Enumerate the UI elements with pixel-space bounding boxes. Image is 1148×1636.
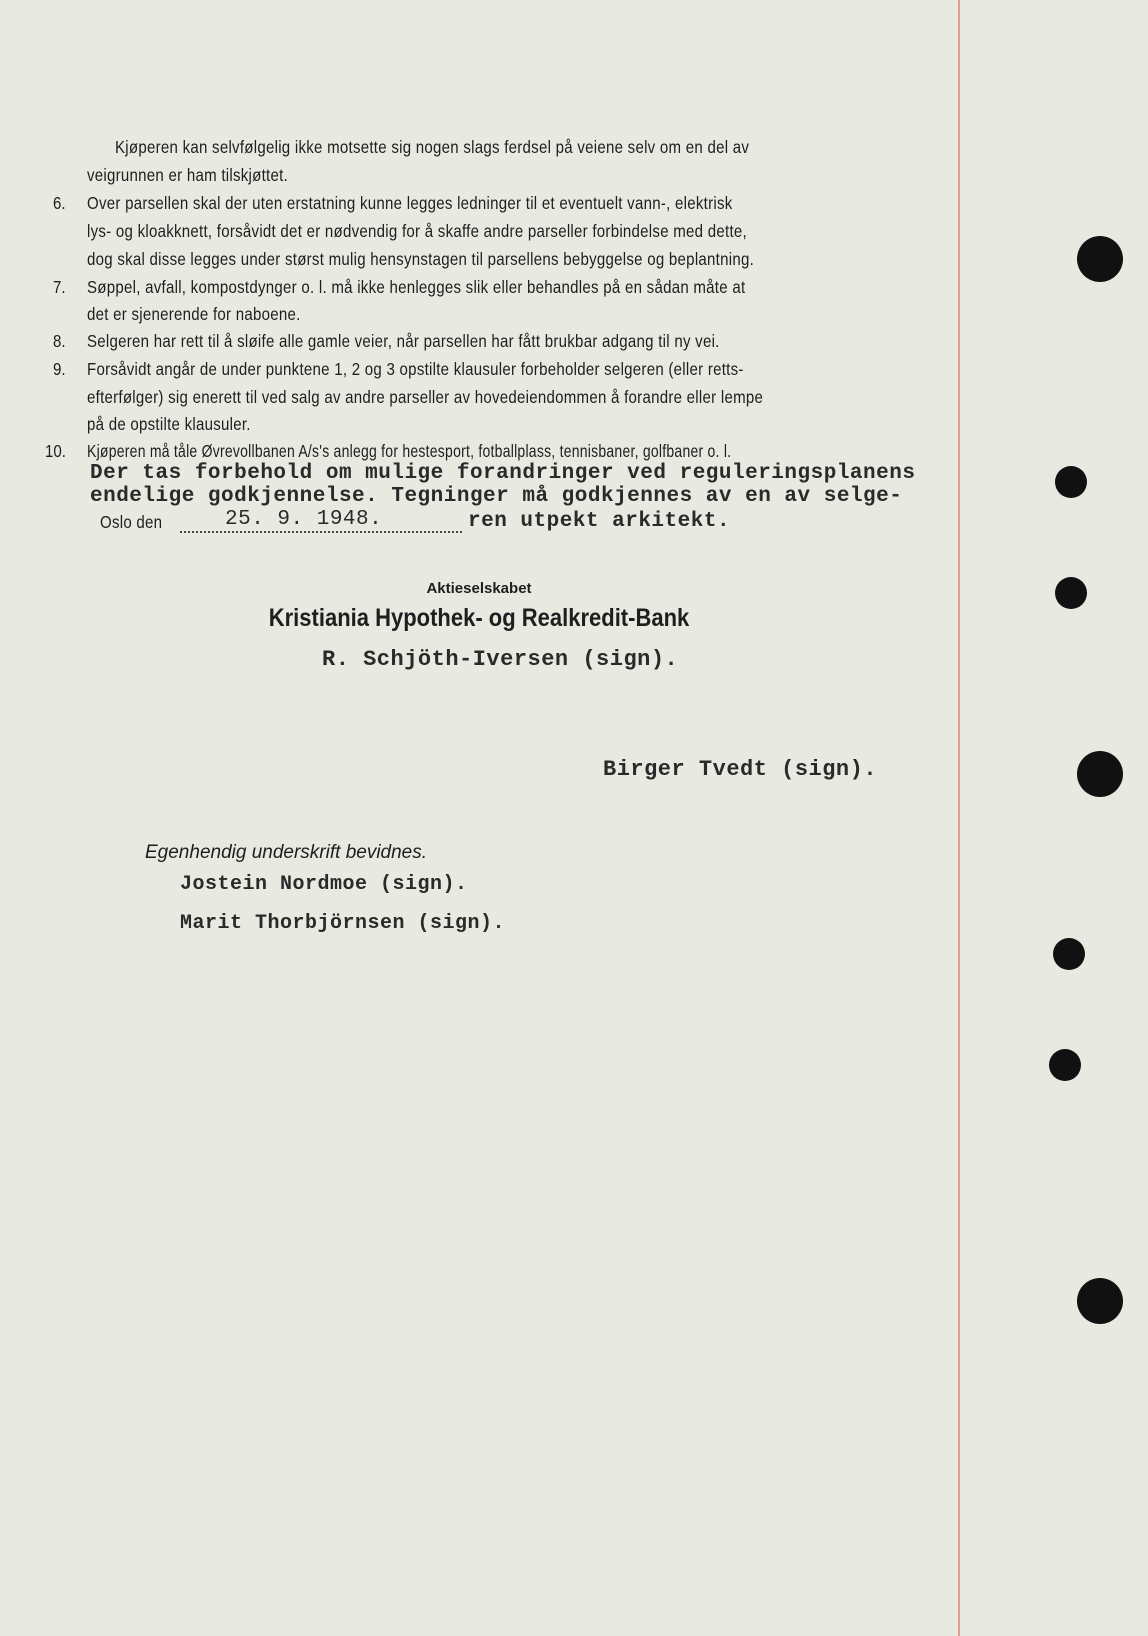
punch-hole (1077, 1278, 1123, 1324)
clause-number: 7. (53, 277, 66, 297)
clause-number: 9. (53, 359, 66, 379)
margin-line (958, 0, 960, 1636)
place-label: Oslo den (100, 512, 163, 532)
typed-reservation-line: endelige godkjennelse. Tegninger må godkjennes av en av selge- (90, 485, 903, 508)
clause-6-line: Over parsellen skal der uten erstatning kunne legges ledninger til et eventuelt vann-, elektrisk (87, 193, 733, 213)
witness-signature: Jostein Nordmoe (sign). (180, 873, 468, 896)
typed-date: 25. 9. 1948. (225, 508, 383, 531)
clause-number: 10. (45, 441, 66, 461)
clause-9-line: på de opstilte klausuler. (87, 414, 251, 434)
punch-hole (1049, 1049, 1081, 1081)
clause-7-line: Søppel, avfall, kompostdynger o. l. må ikke henlegges slik eller behandles på en sådan måte at (87, 277, 746, 297)
clause-7-line: det er sjenerende for naboene. (87, 304, 301, 324)
clause-10-line: Kjøperen må tåle Øvrevollbanen A/s's anlegg for hestesport, fotballplass, tennisbaner, golfbaner o. l. (87, 441, 732, 461)
clause-intro-line: Kjøperen kan selvfølgelig ikke motsette sig nogen slags ferdsel på veiene selv om en del av (115, 137, 750, 157)
punch-hole (1055, 577, 1087, 609)
clause-number: 8. (53, 331, 66, 351)
bank-signature: R. Schjöth-Iversen (sign). (322, 647, 679, 672)
company-prefix: Aktieselskabet (426, 580, 532, 597)
date-dotted-line (180, 531, 462, 533)
clause-6-line: lys- og kloakknett, forsåvidt det er nødvendig for å skaffe andre parseller forbindelse med dette, (87, 221, 747, 241)
clause-9-line: efterfølger) sig enerett til ved salg av andre parseller av hovedeiendommen å forandre eller lempe (87, 387, 764, 407)
punch-hole (1055, 466, 1087, 498)
clause-8-line: Selgeren har rett til å sløife alle gamle veier, når parsellen har fått brukbar adgang til ny vei. (87, 331, 720, 351)
punch-hole (1077, 751, 1123, 797)
witness-label: Egenhendig underskrift bevidnes. (145, 842, 428, 863)
clause-number: 6. (53, 193, 66, 213)
typed-reservation-line: Der tas forbehold om mulige forandringer ved reguleringsplanens (90, 462, 916, 485)
clause-6-line: dog skal disse legges under størst mulig hensynstagen til parsellens bebyggelse og beplantning. (87, 249, 755, 269)
seller-signature: Birger Tvedt (sign). (603, 757, 878, 782)
punch-hole (1077, 236, 1123, 282)
company-name: Kristiania Hypothek- og Realkredit-Bank (268, 604, 690, 632)
clause-9-line: Forsåvidt angår de under punktene 1, 2 og 3 opstilte klausuler forbeholder selgeren (eller retts- (87, 359, 744, 379)
typed-reservation-line: ren utpekt arkitekt. (468, 510, 731, 533)
witness-signature: Marit Thorbjörnsen (sign). (180, 912, 506, 935)
punch-hole (1053, 938, 1085, 970)
clause-intro-line: veigrunnen er ham tilskjøttet. (87, 165, 288, 185)
